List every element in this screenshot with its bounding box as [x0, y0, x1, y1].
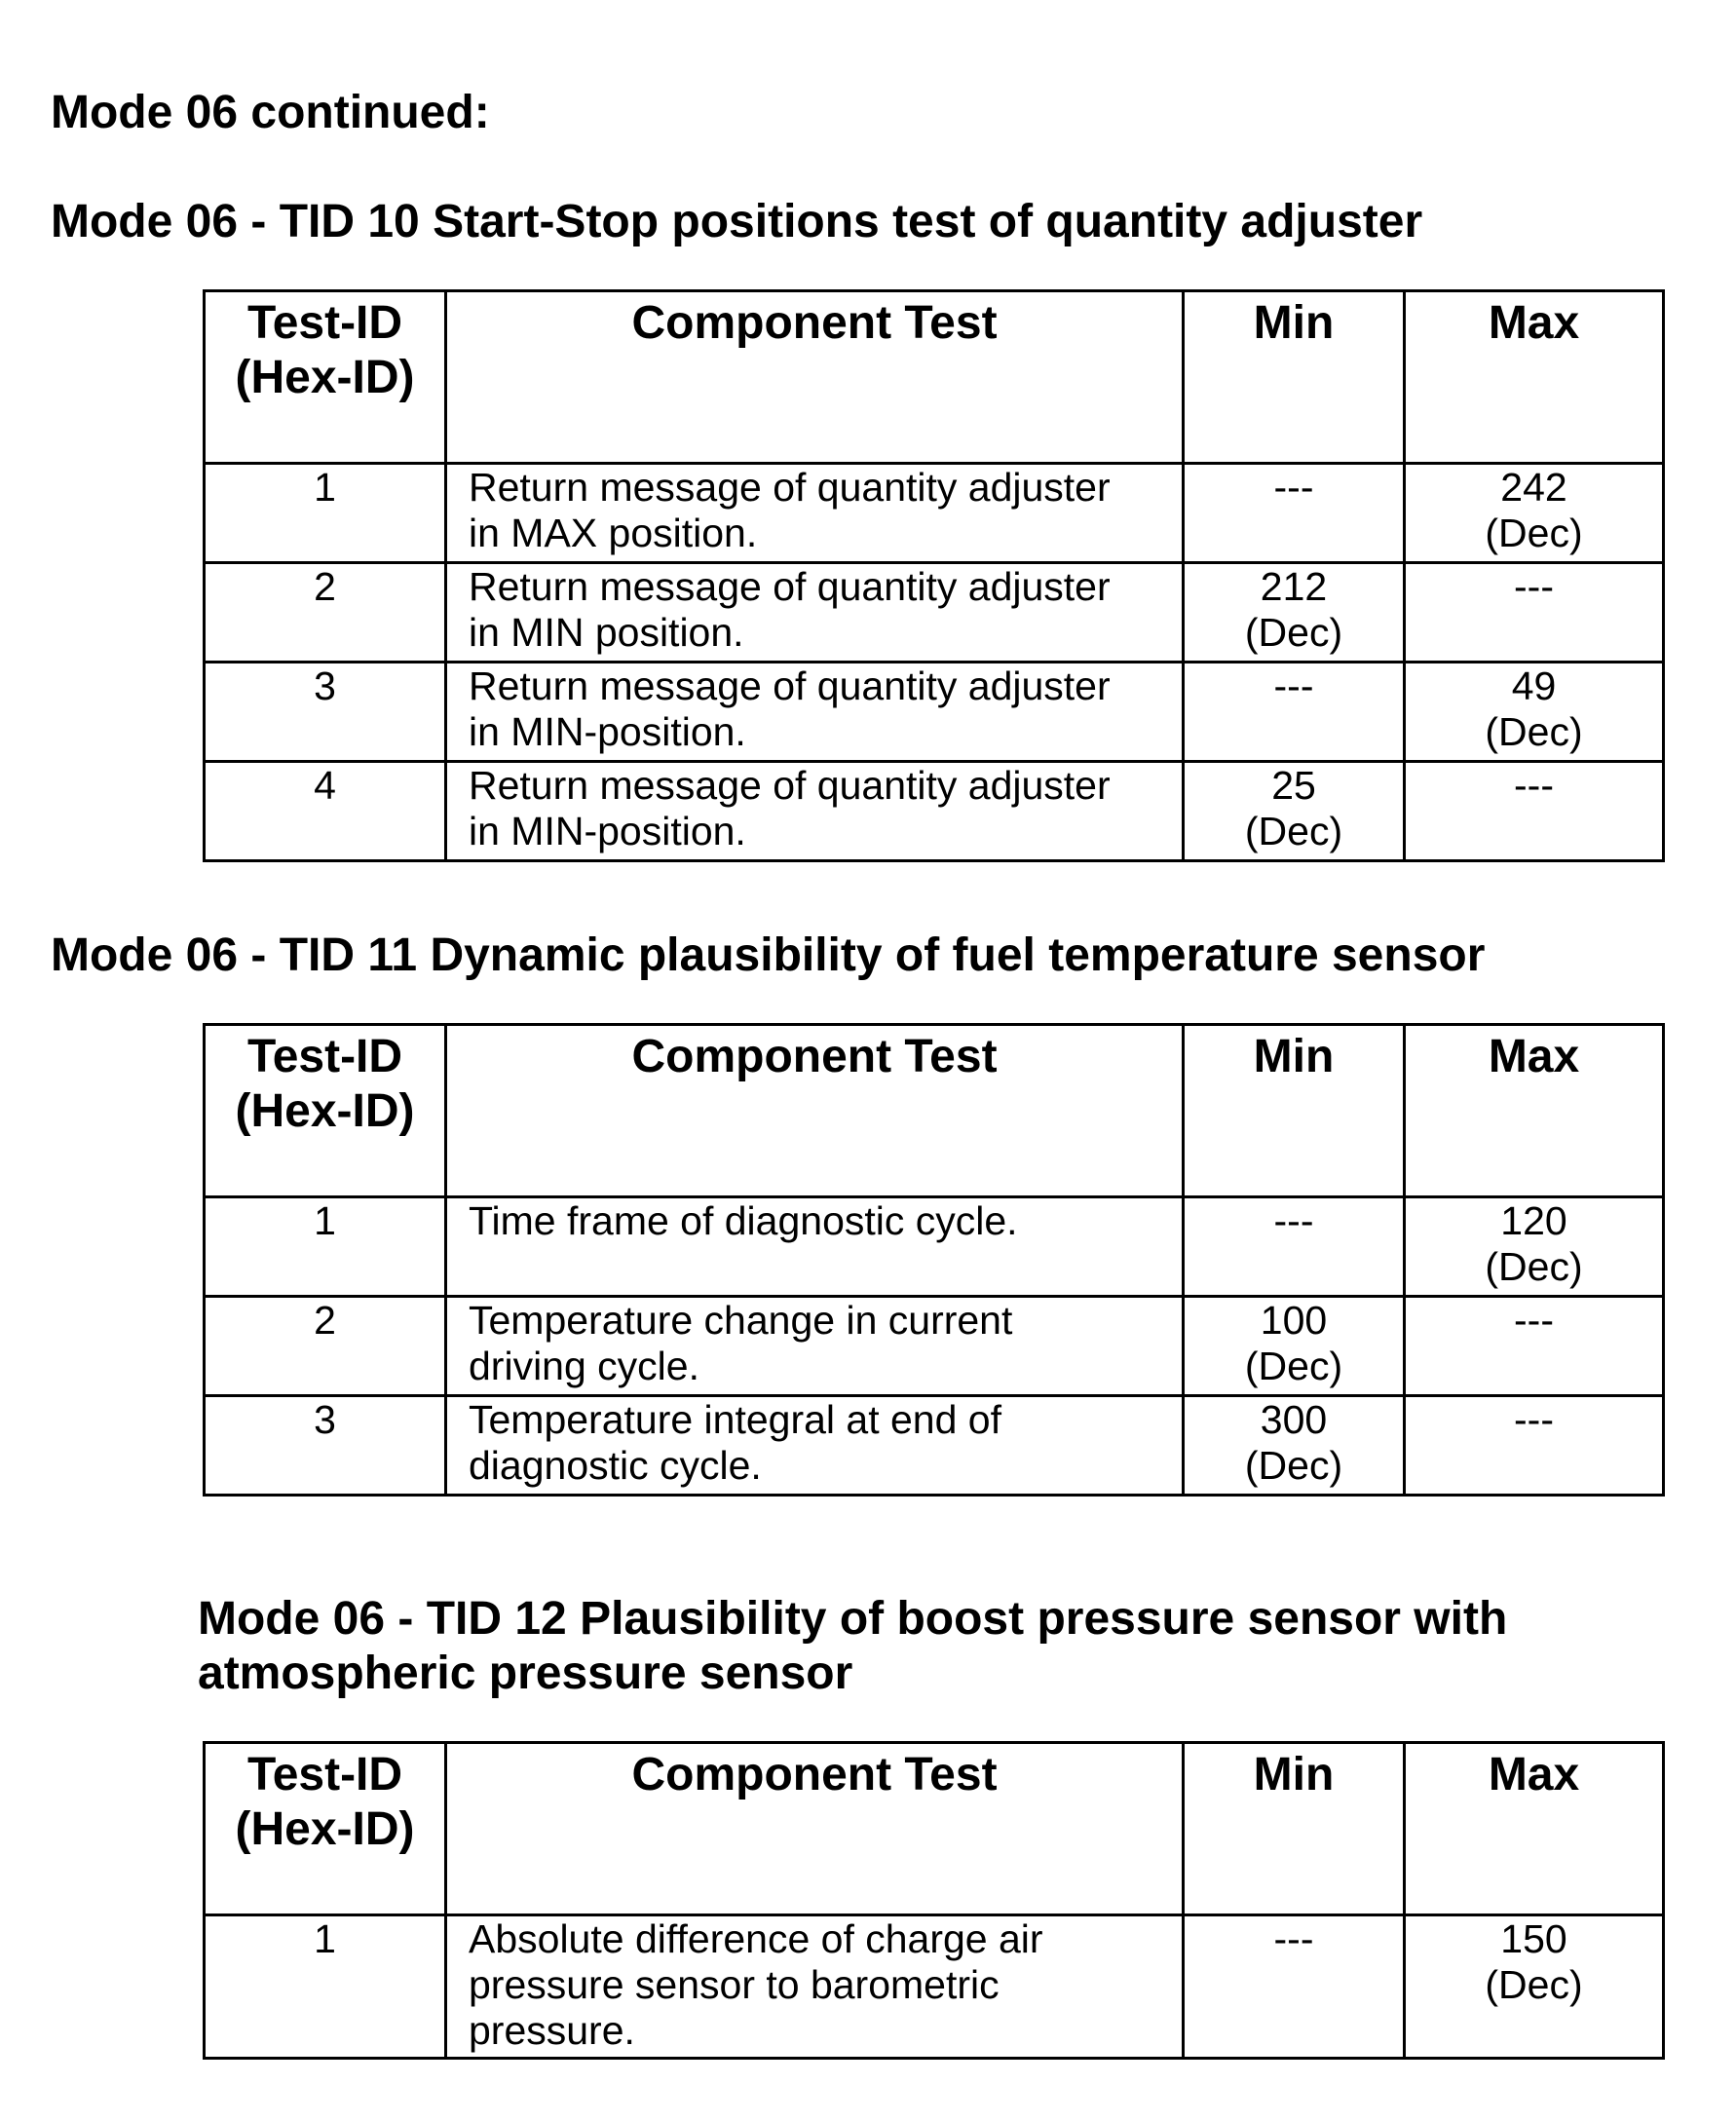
- cell-max: ---: [1405, 1396, 1664, 1496]
- cell-component-test: Temperature change in current driving cycle.: [446, 1297, 1184, 1396]
- cell-min: 300 (Dec): [1184, 1396, 1405, 1496]
- table-header-row: [205, 1743, 1664, 1915]
- table-row: [205, 464, 1664, 563]
- cell-min: ---: [1184, 1915, 1405, 2059]
- header-min: Min: [1184, 1743, 1405, 1915]
- table-row: [205, 1197, 1664, 1297]
- cell-test-id: 1: [205, 464, 446, 563]
- table-header-row: [205, 291, 1664, 464]
- cell-component-test: Absolute difference of charge air pressure sensor to barometric pressure.: [446, 1915, 1184, 2059]
- section-title-tid12: Mode 06 - TID 12 Plausibility of boost pressure sensor with atmospheric pressure sensor: [198, 1593, 1508, 1699]
- cell-min: ---: [1184, 464, 1405, 563]
- section-title-tid11: Mode 06 - TID 11 Dynamic plausibility of fuel temperature sensor: [51, 929, 1486, 981]
- cell-component-test: Return message of quantity adjuster in MAX position.: [446, 464, 1184, 563]
- header-min: Min: [1184, 1025, 1405, 1197]
- cell-max: 150 (Dec): [1405, 1915, 1664, 2059]
- cell-component-test: Return message of quantity adjuster in MIN-position.: [446, 663, 1184, 762]
- table-tid12: [203, 1741, 1665, 2060]
- header-test-id: Test-ID (Hex-ID): [205, 1025, 446, 1197]
- cell-component-test: Return message of quantity adjuster in MIN-position.: [446, 762, 1184, 861]
- cell-component-test: Time frame of diagnostic cycle.: [446, 1197, 1184, 1297]
- cell-max: ---: [1405, 563, 1664, 663]
- section-title-tid10: Mode 06 - TID 10 Start-Stop positions test of quantity adjuster: [51, 196, 1423, 247]
- header-min: Min: [1184, 291, 1405, 464]
- table-row: [205, 1396, 1664, 1496]
- cell-min: 25 (Dec): [1184, 762, 1405, 861]
- header-component-test: Component Test: [446, 1025, 1184, 1197]
- header-component-test: Component Test: [446, 291, 1184, 464]
- cell-test-id: 3: [205, 663, 446, 762]
- cell-max: ---: [1405, 762, 1664, 861]
- table-row: [205, 1915, 1664, 2059]
- header-max: Max: [1405, 1025, 1664, 1197]
- cell-test-id: 2: [205, 563, 446, 663]
- cell-component-test: Temperature integral at end of diagnostic cycle.: [446, 1396, 1184, 1496]
- cell-min: ---: [1184, 663, 1405, 762]
- cell-max: 242 (Dec): [1405, 464, 1664, 563]
- header-test-id: Test-ID (Hex-ID): [205, 1743, 446, 1915]
- table-row: [205, 1297, 1664, 1396]
- header-component-test: Component Test: [446, 1743, 1184, 1915]
- page-heading: Mode 06 continued:: [51, 87, 490, 138]
- table-row: [205, 663, 1664, 762]
- cell-test-id: 3: [205, 1396, 446, 1496]
- cell-max: 49 (Dec): [1405, 663, 1664, 762]
- cell-min: 100 (Dec): [1184, 1297, 1405, 1396]
- cell-max: ---: [1405, 1297, 1664, 1396]
- cell-min: ---: [1184, 1197, 1405, 1297]
- table-row: [205, 563, 1664, 663]
- cell-min: 212 (Dec): [1184, 563, 1405, 663]
- table-tid10: [203, 289, 1665, 862]
- table-header-row: [205, 1025, 1664, 1197]
- header-test-id: Test-ID (Hex-ID): [205, 291, 446, 464]
- header-max: Max: [1405, 291, 1664, 464]
- cell-test-id: 4: [205, 762, 446, 861]
- cell-test-id: 1: [205, 1197, 446, 1297]
- cell-test-id: 1: [205, 1915, 446, 2059]
- table-row: [205, 762, 1664, 861]
- cell-test-id: 2: [205, 1297, 446, 1396]
- cell-component-test: Return message of quantity adjuster in MIN position.: [446, 563, 1184, 663]
- cell-max: 120 (Dec): [1405, 1197, 1664, 1297]
- header-max: Max: [1405, 1743, 1664, 1915]
- table-tid11: [203, 1023, 1665, 1497]
